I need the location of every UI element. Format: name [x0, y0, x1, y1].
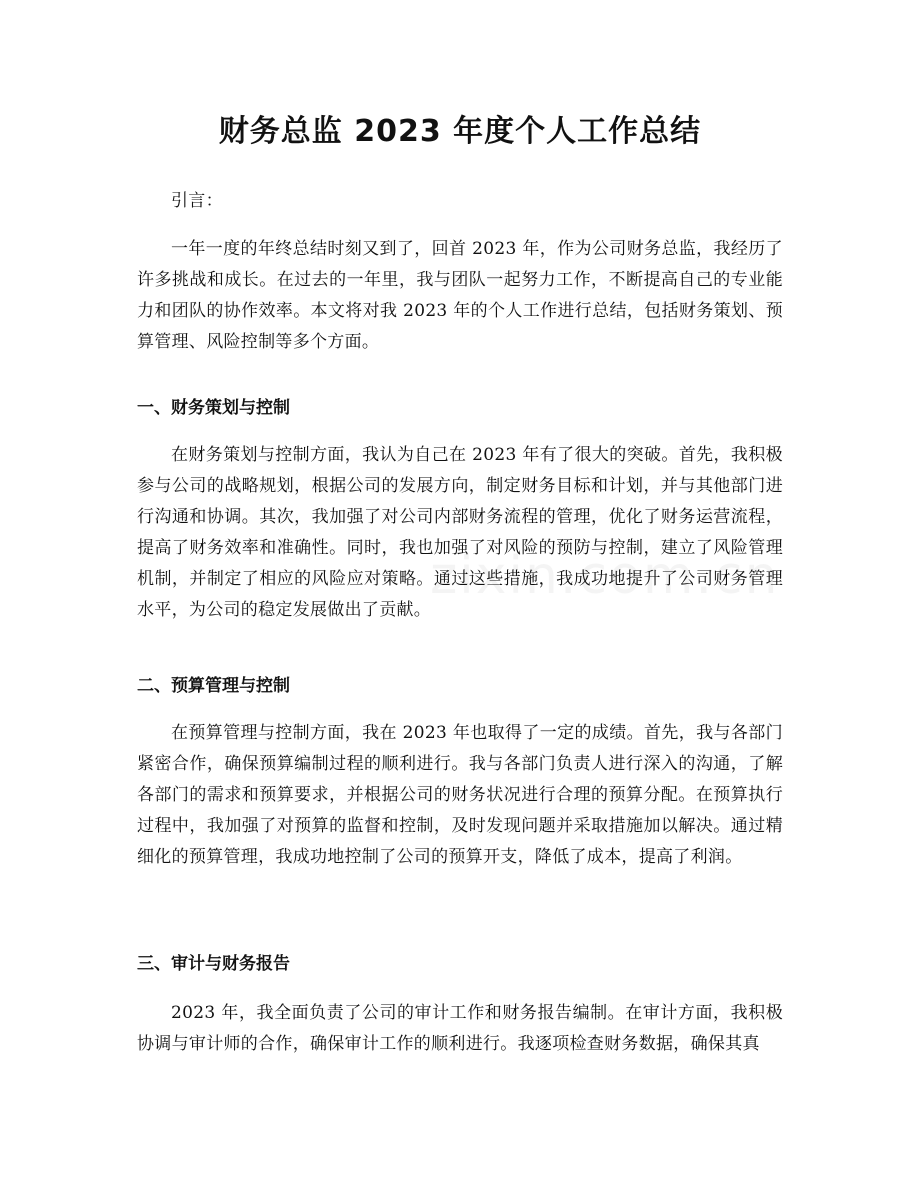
section-heading-audit-reporting: 三、审计与财务报告	[137, 954, 290, 974]
section-paragraph-budget-management: 在预算管理与控制方面，我在 2023 年也取得了一定的成绩。首先，我与各部门紧密合作，确保预算编制过程的顺利进行。我与各部门负责人进行深入的沟通，了解各部门的需求和预算要求，并根据公司的财务状况进行合理的预算分配。在预算执行过程中，我加强了对预算的监督和控制，及时发现问题并采取措施加以解决。通过精细化的预算管理，我成功地控制了公司的预算开支，降低了成本，提高了利润。	[137, 723, 783, 867]
section-paragraph-audit-reporting: 2023 年，我全面负责了公司的审计工作和财务报告编制。在审计方面，我积极协调与审计师的合作，确保审计工作的顺利进行。我逐项检查财务数据，确保其真	[137, 1003, 783, 1054]
section-heading-budget-management: 二、预算管理与控制	[137, 676, 290, 696]
section-heading-financial-planning: 一、财务策划与控制	[137, 398, 290, 418]
intro-label: 引言：	[171, 191, 223, 211]
document-title: 财务总监 2023 年度个人工作总结	[218, 114, 702, 149]
intro-paragraph: 一年一度的年终总结时刻又到了，回首 2023 年，作为公司财务总监，我经历了许多挑战和成长。在过去的一年里，我与团队一起努力工作，不断提高自己的专业能力和团队的协作效率。本文将对我 2023 年的个人工作进行总结，包括财务策划、预算管理、风险控制等多个方面。	[137, 239, 783, 352]
section-paragraph-financial-planning: 在财务策划与控制方面，我认为自己在 2023 年有了很大的突破。首先，我积极参与公司的战略规划，根据公司的发展方向，制定财务目标和计划，并与其他部门进行沟通和协调。其次，我加强了对公司内部财务流程的管理，优化了财务运营流程，提高了财务效率和准确性。同时，我也加强了对风险的预防与控制，建立了风险管理机制，并制定了相应的风险应对策略。通过这些措施，我成功地提升了公司财务管理水平，为公司的稳定发展做出了贡献。	[137, 445, 783, 620]
